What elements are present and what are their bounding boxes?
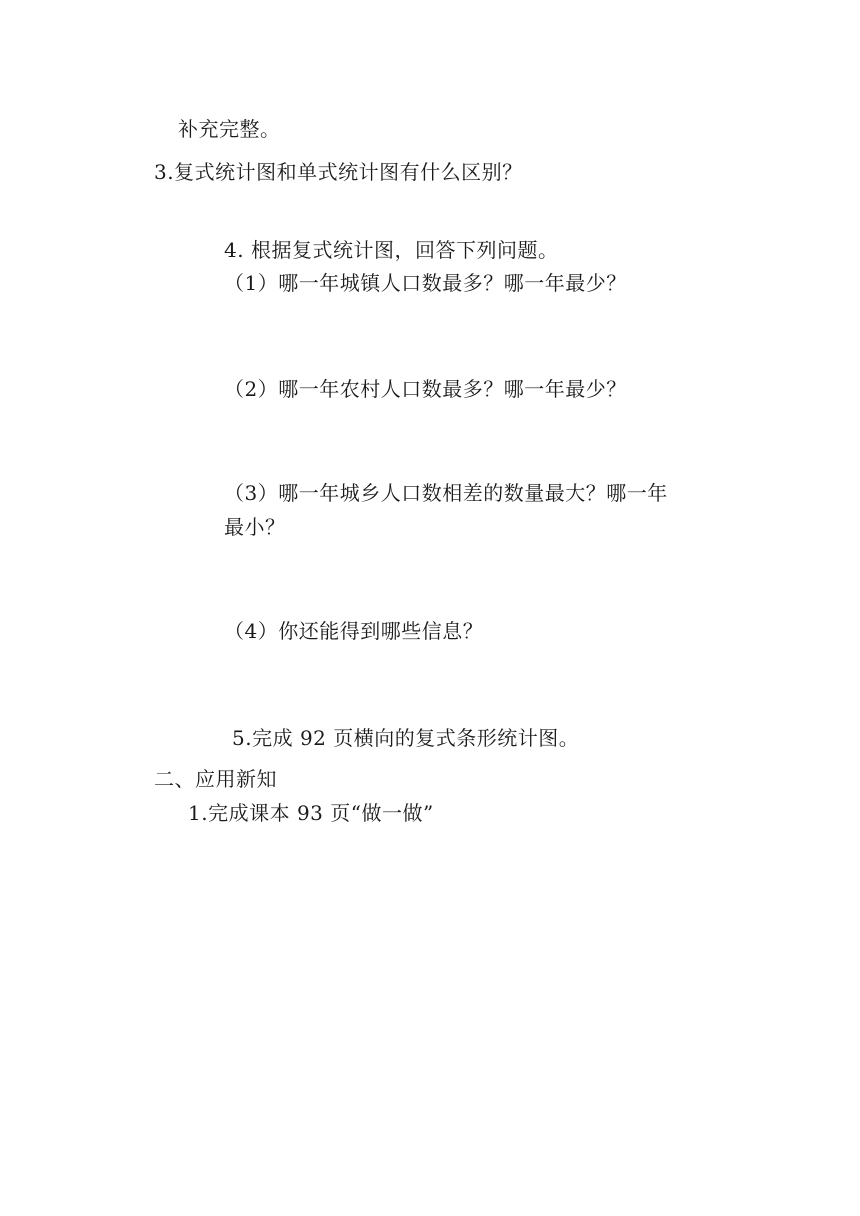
question-4-2: （2）哪一年农村人口数最多？哪一年最少？: [224, 377, 627, 401]
question-4-3-line2: 最小？: [224, 515, 286, 539]
fill-complete-text: 补充完整。: [178, 117, 281, 141]
question-4-3-line1: （3）哪一年城乡人口数相差的数量最大？哪一年: [224, 481, 668, 505]
question-3: 3.复式统计图和单式统计图有什么区别？: [154, 160, 523, 184]
question-4-1: （1）哪一年城镇人口数最多？哪一年最少？: [224, 271, 627, 295]
section-2-item-1: 1.完成课本 93 页“做一做”: [188, 801, 434, 825]
question-4: 4. 根据复式统计图，回答下列问题。: [224, 238, 559, 262]
question-5: 5.完成 92 页横向的复式条形统计图。: [232, 726, 580, 750]
question-4-4: （4）你还能得到哪些信息？: [224, 619, 484, 643]
section-2-heading: 二、应用新知: [154, 767, 277, 791]
